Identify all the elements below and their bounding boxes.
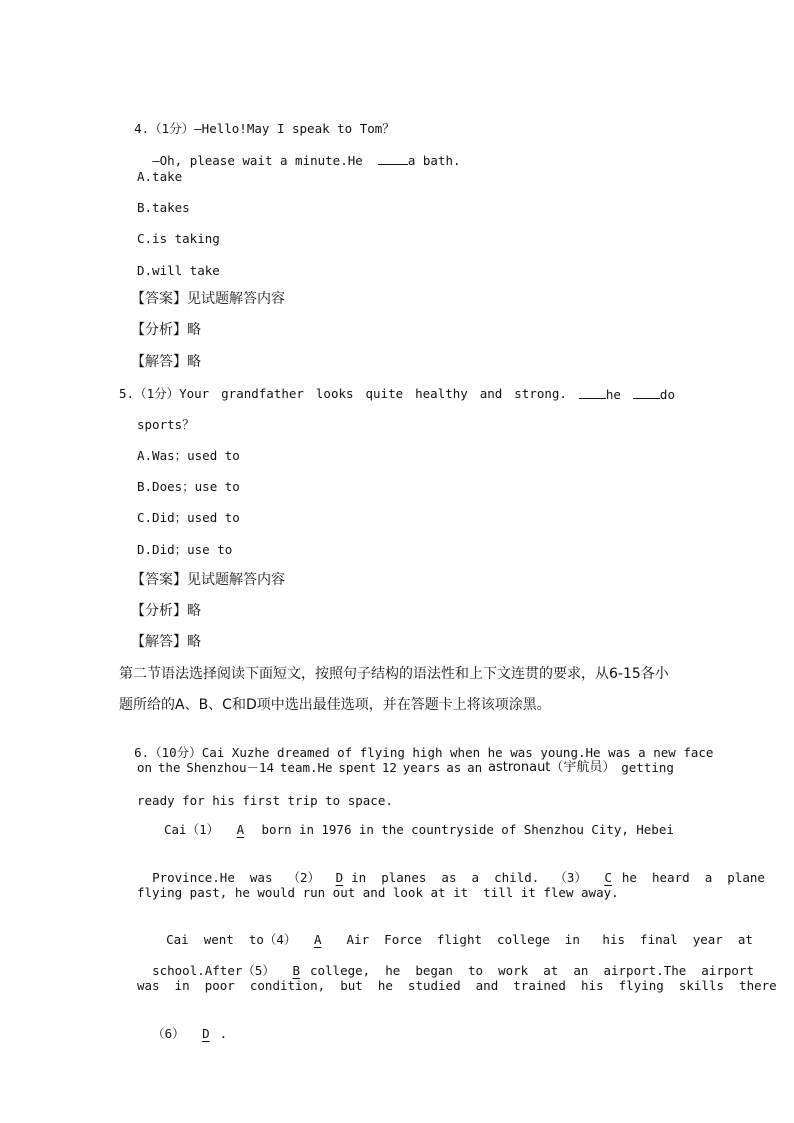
section-instruction-line2: 题所给的A、B、C和D项中选出最佳选项，并在答题卡上将该项涂黑。 <box>119 697 551 713</box>
q6-blank-1: Cai（1） A <box>164 822 254 838</box>
q5-word: healthy <box>415 386 468 401</box>
q6-word: in <box>298 822 315 837</box>
q6-p2-line1: Cai went to（4） A Air Force flight college in his final year at <box>166 932 753 947</box>
q5-stem-line2: sports？ <box>137 417 195 432</box>
q4-option-a: A.take <box>137 169 183 184</box>
q6-answer-5: B <box>292 963 300 978</box>
q6-p1-line1 <box>164 822 674 838</box>
q4-option-c: C.is taking <box>137 231 220 246</box>
q6-word: the <box>157 760 181 775</box>
q4-analysis: 【分析】略 <box>131 322 201 338</box>
q4-option-d: D.will take <box>137 263 220 278</box>
q4-stem-line2 <box>137 136 461 169</box>
q4-answer: 【答案】见试题解答内容 <box>131 291 285 307</box>
q6-score: （10分） <box>149 745 202 760</box>
q6-word: team.He <box>279 760 333 775</box>
q6-word: in <box>358 822 374 837</box>
q4-stem-line1 <box>119 105 395 137</box>
q6-intro-line1 <box>119 729 713 761</box>
q4-stem-part-a: —Oh, please wait a minute.He <box>152 153 371 168</box>
q6-answer-1: A <box>236 822 245 837</box>
q6-answer-6: D <box>202 1026 210 1041</box>
q6-word: getting <box>621 760 674 775</box>
q4-stem-text: —Hello!May I speak to Tom？ <box>194 121 395 136</box>
q6-word: Shenzhou－14 <box>186 760 275 775</box>
q5-option-b: B.Does；use to <box>137 479 240 494</box>
q6-word: years <box>402 760 441 775</box>
q5-word-your: Your <box>179 386 210 401</box>
q6-word: countryside <box>411 822 494 837</box>
q6-p1-line3: flying past, he would run out and look at it till it flew away. <box>137 885 619 900</box>
q6-word: City, <box>591 822 629 837</box>
q5-word: strong. <box>514 386 567 401</box>
q6-word: of <box>501 822 517 837</box>
q5-word: looks <box>315 386 354 401</box>
q5-blank-1 <box>579 386 606 399</box>
q6-intro-line2 <box>137 760 674 776</box>
q5-word: and <box>479 386 503 401</box>
q5-analysis: 【分析】略 <box>131 603 201 619</box>
q4-score: （1分） <box>149 121 195 136</box>
q5-solution: 【解答】略 <box>131 634 201 650</box>
q4-number: 4. <box>134 121 150 136</box>
q5-blank-he: he <box>579 386 621 403</box>
q6-word: the <box>381 822 404 837</box>
q4-blank <box>378 152 408 165</box>
q5-option-d: D.Did；use to <box>137 542 233 557</box>
q5-stem-line1 <box>119 386 675 403</box>
q5-blank-2 <box>633 386 660 399</box>
q6-answer-2: D <box>335 870 344 885</box>
q6-p2-line3: was in poor condition, but he studied and trained his flying skills there <box>137 978 777 993</box>
q6-word: 1976 <box>321 822 352 837</box>
q6-answer-3: C <box>604 870 612 885</box>
q4-stem-part-b: a bath. <box>407 153 461 168</box>
q6-number: 6. <box>134 745 150 760</box>
q4-option-b: B.takes <box>137 200 190 215</box>
q5-option-c: C.Did；used to <box>137 510 240 525</box>
q5-score: （1分） <box>134 386 180 401</box>
q6-intro-text: Cai Xuzhe dreamed of flying high when he was young.He was a new face <box>201 745 714 760</box>
q6-answer-4: A <box>313 932 322 947</box>
q6-word: spent <box>338 760 377 775</box>
q5-number-score <box>119 386 209 403</box>
q6-p2-line4: （6） D . <box>152 1026 228 1041</box>
q6-intro-line3: ready for his first trip to space. <box>137 793 393 808</box>
q5-number: 5. <box>119 386 135 401</box>
q5-blank-do: do <box>633 386 675 403</box>
q6-word: born <box>261 822 292 837</box>
q5-word: grandfather <box>221 386 304 401</box>
q6-word: Shenzhou <box>523 822 584 837</box>
q6-word: on <box>137 760 153 775</box>
q4-solution: 【解答】略 <box>131 354 201 370</box>
q6-word: an <box>467 760 483 775</box>
q6-p2-line2: school.After（5） B college, he began to work at an airport.The airport <box>152 963 754 978</box>
q5-option-a: A.Was；used to <box>137 448 240 463</box>
q6-word-astronaut: astronaut（宇航员） <box>488 760 616 775</box>
q6-word: Hebei <box>636 822 674 837</box>
q6-word: as <box>446 760 462 775</box>
q6-word: 12 <box>381 760 397 775</box>
q6-p1-line2: Province.He was （2） D in planes as a child. （3） C he heard a plane <box>152 870 765 885</box>
q5-answer: 【答案】见试题解答内容 <box>131 572 285 588</box>
section-instruction-line1: 第二节语法选择阅读下面短文，按照句子结构的语法性和上下文连贯的要求，从6-15各小 <box>119 666 669 682</box>
q5-word: quite <box>365 386 404 401</box>
